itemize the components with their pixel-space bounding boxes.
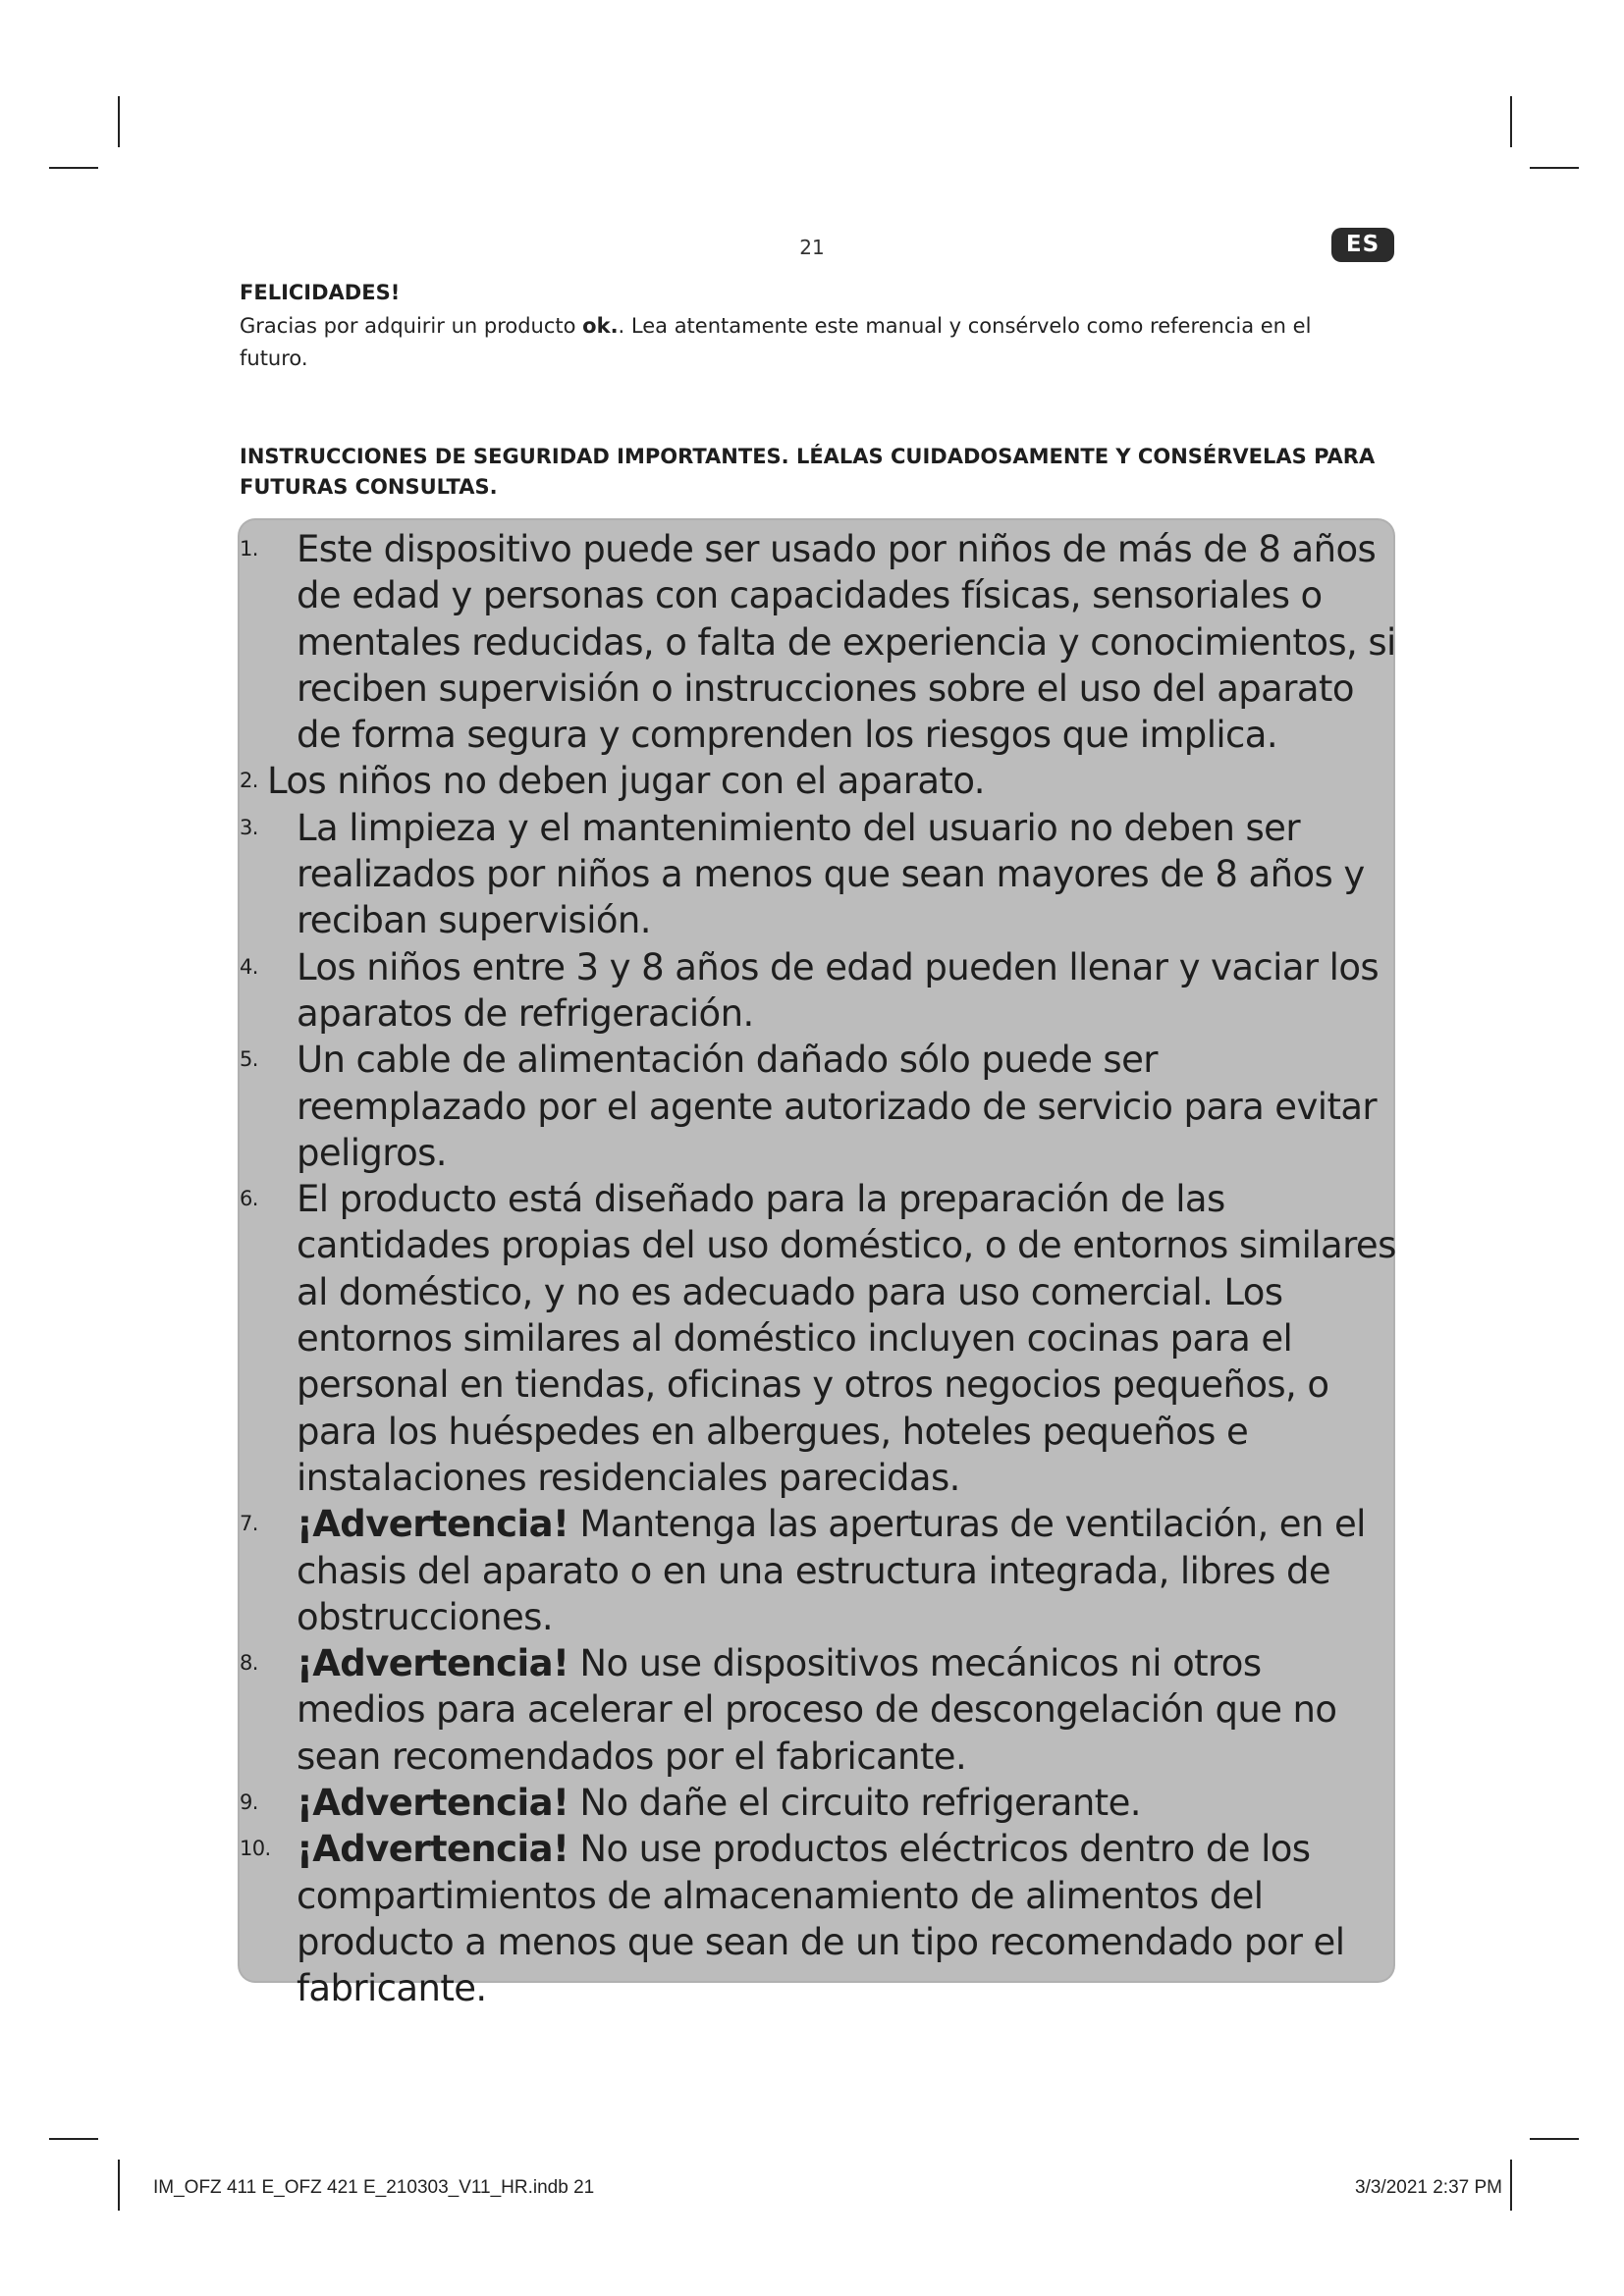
warning-label: ¡Advertencia! — [297, 1642, 569, 1685]
crop-mark — [1530, 167, 1579, 169]
list-item — [240, 1826, 1398, 2011]
item-text: No dañe el circuito refrigerante. — [568, 1782, 1141, 1825]
item-text: El producto está diseñado para la preparación de las cantidades propias del uso doméstico, o de entornos similares al doméstico, y no es adecuado para uso comercial. Los entornos similares al doméstico incluyen cocinas para el personal en tiendas, oficinas y otros negocios pequeños, o para los huéspedes en albergues, hoteles pequeños e instalaciones residenciales parecidas. — [297, 1178, 1396, 1499]
item-number: 4. — [240, 954, 258, 979]
item-number: 6. — [240, 1187, 258, 1211]
intro-text — [240, 310, 1379, 375]
crop-mark — [1510, 96, 1512, 147]
list-item — [240, 1501, 1398, 1640]
warning-label: ¡Advertencia! — [297, 1503, 569, 1546]
list-item — [240, 1176, 1398, 1501]
item-text: Un cable de alimentación dañado sólo puede ser reemplazado por el agente autorizado de servicio para evitar peligros. — [297, 1039, 1378, 1174]
crop-mark — [118, 96, 120, 147]
crop-mark — [1530, 2138, 1579, 2140]
list-item — [240, 758, 1398, 804]
language-badge: ES — [1331, 228, 1394, 262]
item-number: 2. — [240, 769, 258, 793]
list-item — [240, 526, 1398, 758]
list-item — [240, 1037, 1398, 1176]
brand-name: ok. — [582, 314, 619, 338]
item-number: 3. — [240, 815, 258, 839]
list-item — [240, 805, 1398, 944]
list-item — [240, 1780, 1398, 1826]
item-number: 7. — [240, 1512, 258, 1536]
intro-heading: FELICIDADES! — [240, 281, 401, 304]
safety-instructions-list — [240, 526, 1398, 2012]
item-number: 1. — [240, 537, 258, 561]
item-text: Este dispositivo puede ser usado por niños de más de 8 años de edad y personas con capacidades físicas, sensoriales o mentales reducidas, o falta de experiencia y conocimientos, si reciben supervisión o instrucciones sobre el uso del aparato de forma segura y comprenden los riesgos que implica. — [297, 528, 1396, 757]
warning-label: ¡Advertencia! — [297, 1828, 569, 1871]
crop-mark — [118, 2160, 120, 2211]
item-text: Mantenga las aperturas de ventilación, en el chasis del aparato o en una estructura integrada, libres de obstrucciones. — [297, 1503, 1366, 1638]
safety-heading: INSTRUCCIONES DE SEGURIDAD IMPORTANTES. LÉALAS CUIDADOSAMENTE Y CONSÉRVELAS PARA FUTURAS CONSULTAS. — [240, 445, 1376, 499]
item-text: Los niños no deben jugar con el aparato. — [267, 760, 985, 803]
item-number: 8. — [240, 1651, 258, 1676]
item-number: 10. — [240, 1837, 271, 1861]
item-number: 9. — [240, 1790, 258, 1815]
item-text: No use dispositivos mecánicos ni otros medios para acelerar el proceso de descongelación que no sean recomendados por el fabricante. — [297, 1642, 1337, 1778]
intro-text-before: Gracias por adquirir un producto — [240, 314, 583, 338]
crop-mark — [1510, 2160, 1512, 2211]
item-number: 5. — [240, 1047, 258, 1072]
footer-file-name: IM_OFZ 411 E_OFZ 421 E_210303_V11_HR.indb 21 — [153, 2177, 595, 2198]
crop-mark — [49, 2138, 98, 2140]
item-text: No use productos eléctricos dentro de los compartimientos de almacenamiento de alimentos del producto a menos que sean de un tipo recomendado por el fabricante. — [297, 1828, 1345, 2010]
crop-mark — [49, 167, 98, 169]
footer-date-time: 3/3/2021 2:37 PM — [1355, 2177, 1502, 2198]
page-number: 21 — [799, 236, 825, 259]
item-text: La limpieza y el mantenimiento del usuario no deben ser realizados por niños a menos que sean mayores de 8 años y reciban supervisión. — [297, 806, 1365, 942]
item-text: Los niños entre 3 y 8 años de edad pueden llenar y vaciar los aparatos de refrigeración. — [297, 945, 1380, 1035]
list-item — [240, 1640, 1398, 1780]
list-item — [240, 944, 1398, 1038]
intro-text-after: . Lea atentamente este manual y consérvelo como referencia en el futuro. — [240, 314, 1312, 370]
warning-label: ¡Advertencia! — [297, 1782, 569, 1825]
